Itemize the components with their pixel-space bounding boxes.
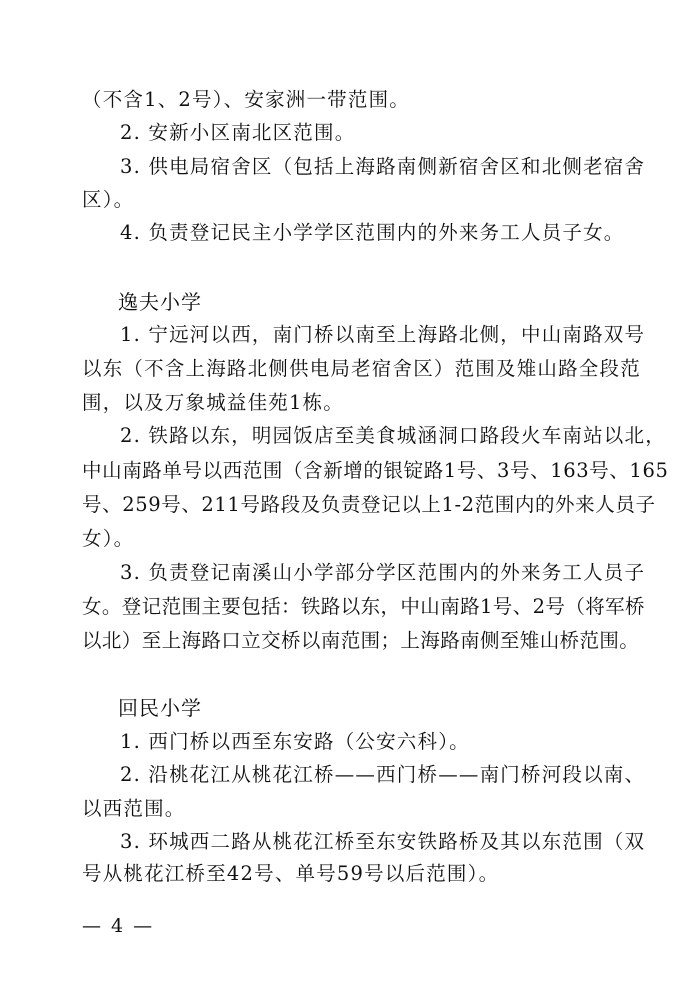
text-line: 2. 铁路以东，明园饭店至美食城涵洞口路段火车南站以北， [120, 424, 666, 447]
text-line: 中山南路单号以西范围（含新增的银锭路1号、3号、163号、165 [82, 459, 669, 482]
text-line: 3. 环城西二路从桃花江桥至东安铁路桥及其以东范围（双 [120, 830, 646, 853]
page-number: — 4 — [82, 915, 155, 937]
text-line: 以西范围。 [82, 797, 186, 820]
text-line: 3. 供电局宿舍区（包括上海路南侧新宿舍区和北侧老宿舍 [120, 155, 646, 178]
text-line: 号从桃花江桥至42号、单号59号以后范围）。 [82, 862, 500, 885]
text-line: 围，以及万象城益佳苑1栋。 [82, 391, 345, 414]
text-line: 女。登记范围主要包括：铁路以东，中山南路1号、2号（将军桥 [82, 595, 645, 618]
section-heading: 逸夫小学 [118, 290, 202, 314]
text-line: 区）。 [82, 188, 135, 211]
text-line: 以北）至上海路口立交桥以南范围；上海路南侧至雉山桥范围。 [82, 629, 640, 652]
text-line: 以东（不含上海路北侧供电局老宿舍区）范围及雉山路全段范 [82, 357, 641, 380]
text-line: 2. 安新小区南北区范围。 [120, 121, 356, 144]
text-line: 1. 西门桥以西至东安路（公安六科）。 [120, 730, 470, 753]
text-line: （不含1、2号）、安家洲一带范围。 [82, 88, 410, 111]
text-line: 女）。 [82, 527, 135, 550]
text-line: 2. 沿桃花江从桃花江桥——西门桥——南门桥河段以南、 [120, 763, 646, 786]
text-line: 号、259号、211号路段及负责登记以上1-2范围内的外来人员子 [82, 493, 656, 516]
section-heading: 回民小学 [118, 696, 202, 720]
text-line: 4. 负责登记民主小学学区范围内的外来务工人员子女。 [120, 221, 625, 244]
text-line: 1. 宁远河以西，南门桥以南至上海路北侧，中山南路双号 [120, 323, 646, 346]
text-line: 3. 负责登记南溪山小学部分学区范围内的外来务工人员子 [120, 561, 646, 584]
